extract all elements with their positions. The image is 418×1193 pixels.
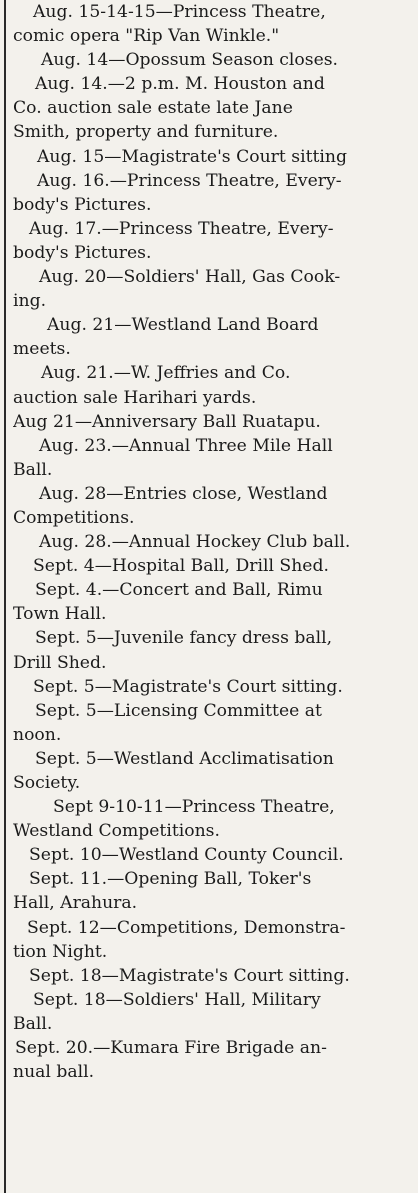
entry-line: Aug. 21.—W. Jeffries and Co. <box>41 363 291 384</box>
entry-line: Ball. <box>13 1013 53 1034</box>
event-entry <box>13 72 412 144</box>
entry-line: Smith, property and furniture. <box>13 122 279 143</box>
entry-line: Sept. 20.—Kumara Fire Brigade an- <box>15 1038 327 1059</box>
event-entry <box>13 145 412 169</box>
entry-line: comic opera "Rip Van Winkle." <box>13 26 280 47</box>
event-entry <box>13 578 412 626</box>
entry-line: nual ball. <box>13 1062 95 1083</box>
entry-line: Aug. 20—Soldiers' Hall, Gas Cook- <box>39 267 341 288</box>
entry-line: Sept. 5—Juvenile fancy dress ball, <box>35 628 333 649</box>
entry-line: Aug. 15-14-15—Princess Theatre, <box>33 2 326 22</box>
entry-line: Co. auction sale estate late Jane <box>13 98 293 119</box>
entry-line: Westland Competitions. <box>13 821 220 842</box>
entry-line: ing. <box>13 291 47 312</box>
entry-line: Sept 9-10-11—Princess Theatre, <box>53 797 335 818</box>
entry-line: Sept. 18—Soldiers' Hall, Military <box>33 989 321 1010</box>
event-entry <box>13 0 412 48</box>
entry-line: Aug. 14—Opossum Season closes. <box>41 50 339 71</box>
entry-line: Sept. 5—Magistrate's Court sitting. <box>33 676 343 697</box>
entry-line: Sept. 10—Westland County Council. <box>29 845 344 866</box>
event-entry <box>13 313 412 361</box>
event-entry <box>13 48 412 72</box>
event-entry <box>13 675 412 699</box>
entry-line: Sept. 18—Magistrate's Court sitting. <box>29 965 350 986</box>
event-entry <box>13 843 412 867</box>
entry-line: noon. <box>13 724 62 745</box>
entry-line: auction sale Harihari yards. <box>13 387 257 408</box>
entry-line: Aug. 15—Magistrate's Court sitting <box>37 146 347 167</box>
entry-line: Town Hall. <box>13 604 107 625</box>
event-entry <box>13 169 412 217</box>
entry-line: Aug. 17.—Princess Theatre, Every- <box>29 218 334 239</box>
entry-line: Aug. 21—Westland Land Board <box>47 315 319 336</box>
entry-line: Competitions. <box>13 507 135 528</box>
entry-line: body's Pictures. <box>13 242 152 263</box>
event-entry <box>13 916 412 964</box>
entry-line: Drill Shed. <box>13 652 107 673</box>
entry-line: Sept. 12—Competitions, Demonstra- <box>27 917 346 938</box>
event-entry <box>13 699 412 747</box>
entry-line: body's Pictures. <box>13 194 152 215</box>
entry-line: Sept. 4.—Concert and Ball, Rimu <box>35 580 323 601</box>
event-entry <box>13 554 412 578</box>
entry-line: Society. <box>13 773 81 793</box>
entry-line: Sept. 11.—Opening Ball, Toker's <box>29 869 312 890</box>
event-entry <box>13 361 412 409</box>
event-entry <box>13 626 412 674</box>
entry-line: Sept. 4—Hospital Ball, Drill Shed. <box>33 556 329 577</box>
entry-line: Hall, Arahura. <box>13 893 138 914</box>
event-entry <box>13 530 412 554</box>
entry-line: Sept. 5—Licensing Committee at <box>35 700 322 721</box>
entry-line: Aug. 23.—Annual Three Mile Hall <box>39 435 333 456</box>
entry-line: Aug. 16.—Princess Theatre, Every- <box>37 170 342 191</box>
event-entry <box>13 964 412 988</box>
event-entry <box>13 795 412 843</box>
entry-line: Aug 21—Anniversary Ball Ruatapu. <box>13 411 321 432</box>
event-entry <box>13 988 412 1036</box>
event-entry <box>13 217 412 265</box>
event-entry <box>13 1036 412 1084</box>
event-entry <box>13 265 412 313</box>
entry-line: tion Night. <box>13 941 108 962</box>
entry-line: meets. <box>13 339 71 360</box>
event-entry <box>13 867 412 915</box>
event-entry <box>13 410 412 434</box>
entry-line: Aug. 14.—2 p.m. M. Houston and <box>35 74 325 95</box>
entry-line: Sept. 5—Westland Acclimatisation <box>35 748 334 769</box>
entry-line: Ball. <box>13 459 53 480</box>
event-entry <box>13 482 412 530</box>
entry-line: Aug. 28—Entries close, Westland <box>39 483 328 504</box>
event-entry <box>13 747 412 795</box>
entry-line: Aug. 28.—Annual Hockey Club ball. <box>39 532 351 553</box>
event-entry <box>13 434 412 482</box>
